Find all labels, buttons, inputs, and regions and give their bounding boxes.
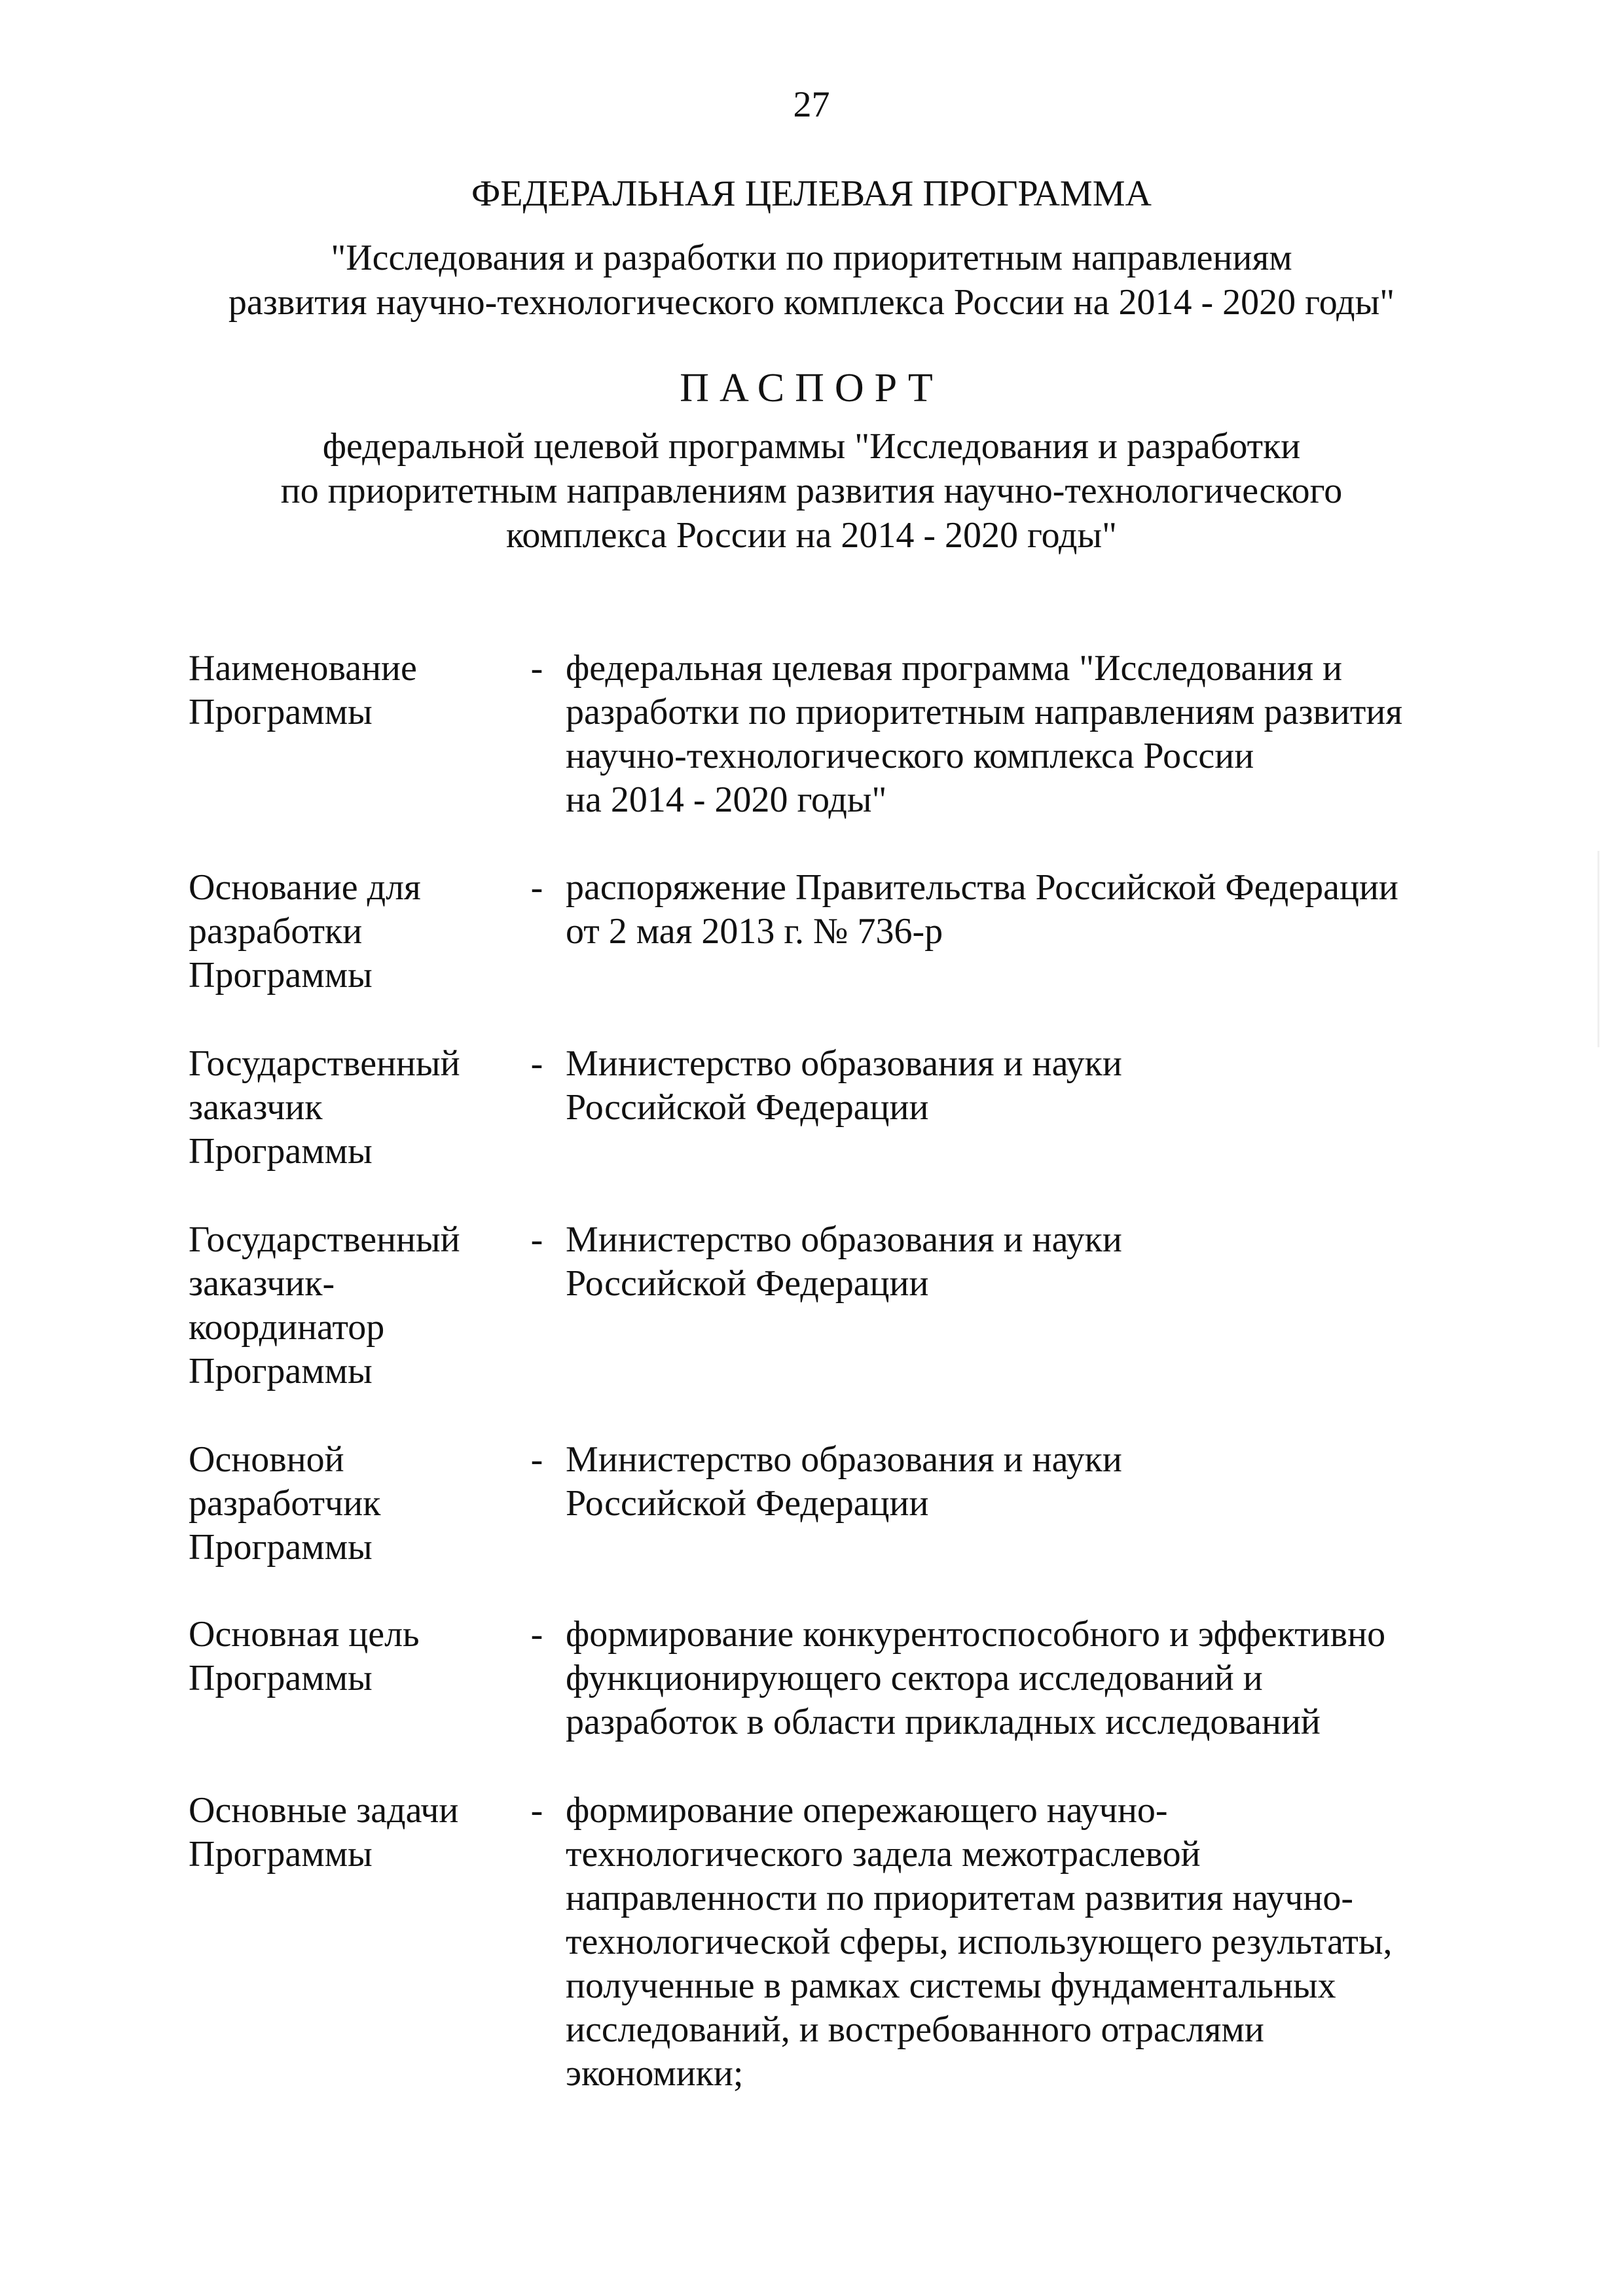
program-name-line: развития научно-технологического комплекса России на 2014 - 2020 годы" xyxy=(228,282,1395,323)
passport-subtitle-line: по приоритетным направлениям развития научно-технологического xyxy=(280,471,1343,511)
passport-row-coordinator xyxy=(189,1218,1452,1393)
row-value-line: исследований, и востребованного отраслями xyxy=(566,2009,1264,2050)
row-label-line: Программы xyxy=(189,1351,373,1391)
row-value-line: технологической сферы, использующего результаты, xyxy=(566,1922,1393,1962)
page-number: 27 xyxy=(793,84,830,125)
row-value-line: Российской Федерации xyxy=(566,1087,929,1128)
row-value-line: экономики; xyxy=(566,2053,744,2094)
passport-subtitle-line: комплекса России на 2014 - 2020 годы" xyxy=(506,515,1117,556)
row-value xyxy=(556,1042,1452,1174)
row-label-line: координатор xyxy=(189,1307,385,1348)
row-label-line: Основная цель xyxy=(189,1614,420,1655)
row-value-line: Российской Федерации xyxy=(566,1483,929,1524)
passport-row-tasks xyxy=(189,1789,1452,2096)
row-label-line: Наименование xyxy=(189,648,417,689)
row-value-line: формирование конкурентоспособного и эффективно xyxy=(566,1614,1386,1655)
row-value xyxy=(556,1438,1452,1570)
row-value-line: от 2 мая 2013 г. № 736-р xyxy=(566,911,943,952)
row-label-line: заказчик- xyxy=(189,1263,335,1304)
row-value-line: формирование опережающего научно- xyxy=(566,1790,1168,1831)
passport-row-name xyxy=(189,647,1452,822)
row-label-line: Программы xyxy=(189,1834,373,1874)
row-value xyxy=(556,1789,1452,2096)
row-label-line: Основные задачи xyxy=(189,1790,459,1831)
row-value-line: Министерство образования и науки xyxy=(566,1219,1122,1260)
row-dash: - xyxy=(530,1043,543,1084)
row-value-line: Министерство образования и науки xyxy=(566,1439,1122,1480)
row-label-line: Основание для xyxy=(189,867,421,908)
row-value-line: на 2014 - 2020 годы" xyxy=(566,780,887,820)
passport-row-customer xyxy=(189,1042,1452,1174)
row-label xyxy=(189,1613,516,1744)
row-dash: - xyxy=(530,1219,543,1260)
row-label-line: Государственный xyxy=(189,1219,460,1260)
row-value-line: разработки по приоритетным направлениям развития xyxy=(566,692,1403,732)
passport-table xyxy=(189,647,1452,2096)
program-name xyxy=(0,236,1623,325)
row-label-line: заказчик xyxy=(189,1087,323,1128)
row-dash: - xyxy=(530,648,543,689)
row-value-line: распоряжение Правительства Российской Федерации xyxy=(566,867,1398,908)
passport-subtitle-line: федеральной целевой программы "Исследования и разработки xyxy=(322,426,1301,467)
row-label-line: Программы xyxy=(189,692,373,732)
passport-row-goal xyxy=(189,1613,1452,1744)
row-value-line: функционирующего сектора исследований и xyxy=(566,1658,1263,1698)
passport-subtitle xyxy=(0,424,1623,558)
scan-artifact xyxy=(1597,851,1599,1047)
row-value-line: научно-технологического комплекса России xyxy=(566,736,1254,776)
program-title: ФЕДЕРАЛЬНАЯ ЦЕЛЕВАЯ ПРОГРАММА xyxy=(471,173,1152,214)
row-dash: - xyxy=(530,1614,543,1655)
row-value xyxy=(556,866,1452,997)
row-value-line: полученные в рамках системы фундаментальных xyxy=(566,1965,1336,2006)
passport-row-developer xyxy=(189,1438,1452,1570)
row-value xyxy=(556,1613,1452,1744)
row-dash: - xyxy=(530,1439,543,1480)
row-label xyxy=(189,866,516,997)
row-value-line: направленности по приоритетам развития научно- xyxy=(566,1878,1354,1918)
row-label xyxy=(189,1218,516,1393)
row-label xyxy=(189,647,516,822)
row-label-line: Программы xyxy=(189,1131,373,1172)
row-label-line: разработчик xyxy=(189,1483,381,1524)
row-label-line: Программы xyxy=(189,1527,373,1568)
row-label xyxy=(189,1042,516,1174)
row-value-line: разработок в области прикладных исследований xyxy=(566,1702,1321,1742)
passport-row-basis xyxy=(189,866,1452,997)
row-value-line: федеральная целевая программа "Исследования и xyxy=(566,648,1343,689)
row-label-line: разработки xyxy=(189,911,363,952)
row-value-line: Министерство образования и науки xyxy=(566,1043,1122,1084)
row-label-line: Программы xyxy=(189,955,373,996)
program-name-line: "Исследования и разработки по приоритетным направлениям xyxy=(331,238,1292,278)
row-value xyxy=(556,1218,1452,1393)
row-dash: - xyxy=(530,867,543,908)
row-label-line: Программы xyxy=(189,1658,373,1698)
row-value-line: Российской Федерации xyxy=(566,1263,929,1304)
row-label xyxy=(189,1438,516,1570)
row-label-line: Основной xyxy=(189,1439,344,1480)
row-label-line: Государственный xyxy=(189,1043,460,1084)
passport-heading: ПАСПОРТ xyxy=(680,366,943,410)
row-value xyxy=(556,647,1452,822)
row-label xyxy=(189,1789,516,2096)
row-dash: - xyxy=(530,1790,543,1831)
row-value-line: технологического задела межотраслевой xyxy=(566,1834,1201,1874)
